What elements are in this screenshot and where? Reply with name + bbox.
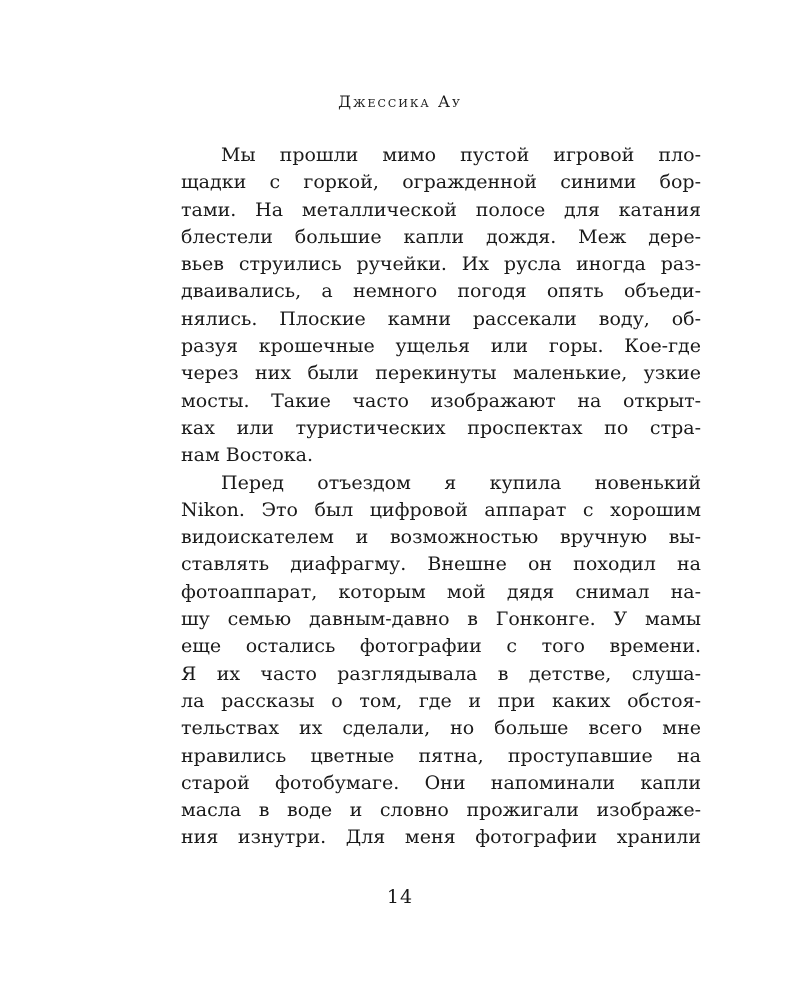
text-line: ния изнутри. Для меня фотографии хранили (181, 826, 701, 849)
running-head: Джессика Ау (338, 92, 462, 111)
text-line: масла в воде и словно прожигали изображе- (181, 799, 701, 822)
text-line: щадки с горкой, огражденной синими бор- (181, 171, 701, 194)
text-line: через них были перекинуты маленькие, узкие (181, 362, 701, 385)
text-line: еще остались фотографии с того времени. (181, 635, 701, 658)
text-line: разуя крошечные ущелья или горы. Кое-где (181, 335, 701, 358)
text-line: ла рассказы о том, где и при каких обстоя- (181, 689, 701, 712)
text-line: Nikon. Это был цифровой аппарат с хорошим (181, 498, 701, 521)
text-line: блестели большие капли дождя. Меж дере- (181, 225, 701, 248)
text-line: тельствах их сделали, но больше всего мне (181, 717, 701, 740)
body-text (181, 142, 701, 852)
text-line: дваивались, а немного погодя опять объеди- (181, 280, 701, 303)
text-line: фотоаппарат, которым мой дядя снимал на- (181, 580, 701, 603)
text-line: видоискателем и возможностью вручную вы- (181, 526, 701, 549)
page-number: 14 (386, 886, 414, 908)
text-line: старой фотобумаге. Они напоминали капли (181, 771, 701, 794)
text-line: нялись. Плоские камни рассекали воду, об- (181, 307, 701, 330)
text-line: ках или туристических проспектах по стра- (181, 416, 701, 439)
text-line: нам Востока. (181, 444, 314, 467)
text-line: Я их часто разглядывала в детстве, слуша- (181, 662, 701, 685)
text-line: шу семью давным-давно в Гонконге. У мамы (181, 608, 701, 631)
text-line: ставлять диафрагму. Внешне он походил на (181, 553, 701, 576)
text-line: Перед отъездом я купила новенький (221, 471, 701, 494)
text-line: вьев струились ручейки. Их русла иногда раз- (181, 253, 701, 276)
text-line: Мы прошли мимо пустой игровой пло- (221, 144, 701, 166)
text-line: тами. На металлической полосе для катания (181, 198, 701, 221)
text-line: мосты. Такие часто изображают на открыт- (181, 389, 701, 412)
text-line: нравились цветные пятна, проступавшие на (181, 744, 701, 767)
